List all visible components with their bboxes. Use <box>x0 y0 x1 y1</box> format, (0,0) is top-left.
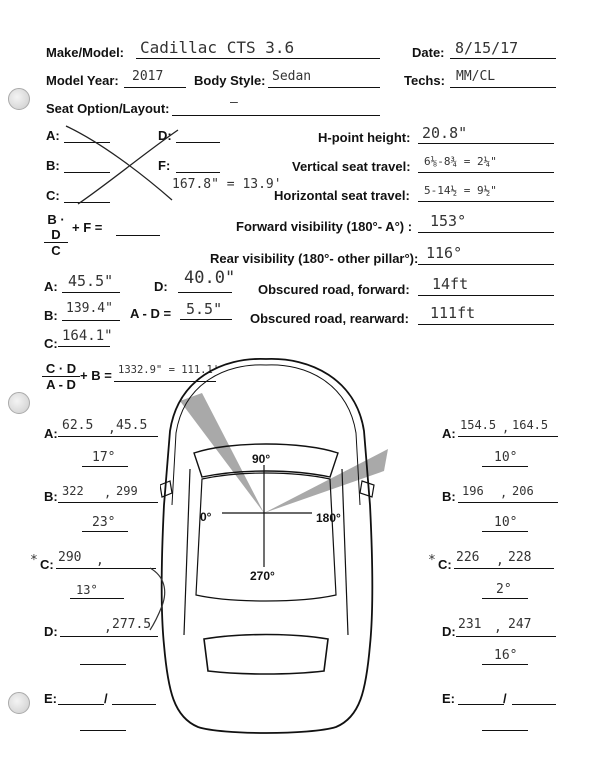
angle-0-label: 0° <box>200 510 212 524</box>
left-pillar-a-v1[interactable]: 62.5 <box>62 418 94 433</box>
seat-b-label: B: <box>46 158 60 173</box>
vis-d-line <box>178 292 232 293</box>
right-pillar-b-result[interactable]: 10° <box>494 515 518 530</box>
right-pillar-c-line <box>454 568 554 569</box>
right-pillar-c-label: C: <box>438 557 452 572</box>
right-pillar-a-label: A: <box>442 426 456 441</box>
date-line <box>450 58 556 59</box>
obscured-forward-line <box>418 295 554 296</box>
left-pillar-d-result-line <box>80 664 126 665</box>
body-style-label: Body Style: <box>194 73 266 88</box>
left-pillar-b-label: B: <box>44 489 58 504</box>
left-pillar-d-line <box>60 636 158 637</box>
left-pillar-b-v2[interactable]: 299 <box>116 484 138 498</box>
rear-visibility-label: Rear visibility (180°- other pillar°): <box>210 251 419 266</box>
left-pillar-e-label: E: <box>44 691 57 706</box>
left-pillar-e-result-line <box>80 730 126 731</box>
vis-b-label: B: <box>44 308 58 323</box>
left-pillar-bracket-mark <box>148 566 172 632</box>
vis-c-label: C: <box>44 336 58 351</box>
vis-d-value[interactable]: 40.0" <box>184 268 236 288</box>
left-pillar-a-result[interactable]: 17° <box>92 450 116 465</box>
left-pillar-a-result-line <box>82 466 128 467</box>
right-pillar-d-result[interactable]: 16° <box>494 648 518 663</box>
right-pillar-c-v2[interactable]: 228 <box>508 550 532 565</box>
right-pillar-b-line <box>458 502 558 503</box>
right-pillar-c-v1[interactable]: 226 <box>456 550 480 565</box>
make-model-label: Make/Model: <box>46 45 125 60</box>
binder-hole-bottom <box>8 692 30 714</box>
body-style-value[interactable]: Sedan <box>272 69 312 84</box>
vis-ad-line <box>180 319 232 320</box>
angle-180-label: 180° <box>316 511 341 525</box>
make-model-line <box>136 58 380 59</box>
vis-a-value[interactable]: 45.5" <box>68 272 114 290</box>
make-model-value[interactable]: Cadillac CTS 3.6 <box>140 38 295 57</box>
left-pillar-a-v2[interactable]: 45.5 <box>116 418 148 433</box>
right-pillar-b-v2[interactable]: 206 <box>512 484 534 498</box>
seat-c-label: C: <box>46 188 60 203</box>
model-year-line <box>124 87 186 88</box>
horizontal-travel-line <box>418 201 554 202</box>
right-side-window <box>342 469 348 635</box>
right-pillar-a-line <box>458 436 558 437</box>
seat-option-label: Seat Option/Layout: <box>46 101 170 116</box>
vis-b-line <box>62 320 120 321</box>
right-pillar-b-v1[interactable]: 196 <box>462 484 484 498</box>
left-pillar-d-v2[interactable]: 277.5 <box>112 617 152 632</box>
model-year-label: Model Year: <box>46 73 119 88</box>
right-pillar-e-label: E: <box>442 691 455 706</box>
vis-formula-fraction <box>42 361 80 392</box>
date-value[interactable]: 8/15/17 <box>455 39 519 57</box>
seat-formula-line <box>116 235 160 236</box>
vertical-travel-value[interactable]: 6⅛-8¾ = 2¼" <box>424 155 497 168</box>
right-mirror <box>360 481 374 497</box>
left-pillar-e-line-1 <box>58 704 104 705</box>
left-pillar-c-result-line <box>70 598 124 599</box>
right-pillar-a-result[interactable]: 10° <box>494 450 518 465</box>
seat-d-label: D: <box>158 128 172 143</box>
right-pillar-a-result-line <box>482 466 528 467</box>
left-pillar-c-line <box>56 568 156 569</box>
left-pillar-b-v1[interactable]: 322 <box>62 484 84 498</box>
right-pillar-c-result[interactable]: 2° <box>496 582 512 597</box>
vis-c-value[interactable]: 164.1" <box>62 328 113 344</box>
vertical-travel-label: Vertical seat travel: <box>292 159 411 174</box>
vis-d-label: D: <box>154 279 168 294</box>
forward-visibility-value[interactable]: 153° <box>430 212 467 230</box>
hpoint-line <box>418 143 554 144</box>
obscured-rearward-label: Obscured road, rearward: <box>250 311 409 326</box>
obscured-forward-value[interactable]: 14ft <box>432 275 469 293</box>
left-pillar-a-label: A: <box>44 426 58 441</box>
rear-visibility-value[interactable]: 116° <box>426 244 463 262</box>
seat-formula-numerator: B · D <box>47 212 65 242</box>
right-pillar-d-v1[interactable]: 231 <box>458 617 482 632</box>
forward-visibility-line <box>418 232 554 233</box>
forward-visibility-label: Forward visibility (180°- A°) : <box>236 219 413 234</box>
left-pillar-c-result[interactable]: 13° <box>76 583 98 597</box>
seat-cross-note: 167.8" = 13.9' <box>172 177 282 192</box>
vis-ad-value[interactable]: 5.5" <box>186 300 223 318</box>
obscured-rearward-line <box>418 324 554 325</box>
left-pillar-e-line-2 <box>112 704 156 705</box>
right-pillar-d-line <box>456 636 556 637</box>
binder-hole-middle <box>8 392 30 414</box>
binder-hole-top <box>8 88 30 110</box>
seat-formula-fraction <box>44 212 68 258</box>
techs-line <box>450 87 556 88</box>
date-label: Date: <box>412 45 445 60</box>
techs-label: Techs: <box>404 73 445 88</box>
vis-ad-label: A - D = <box>130 306 172 321</box>
right-pillar-a-v2[interactable]: 164.5 <box>512 418 549 432</box>
seat-a-label: A: <box>46 128 60 143</box>
hpoint-label: H-point height: <box>318 130 411 145</box>
vis-a-label: A: <box>44 279 58 294</box>
obscured-rearward-value[interactable]: 111ft <box>430 304 476 322</box>
seat-formula-tail: + F = <box>72 220 103 235</box>
left-pillar-b-result-line <box>82 531 128 532</box>
techs-value[interactable]: MM/CL <box>456 69 496 84</box>
car-diagram <box>160 345 410 740</box>
model-year-value[interactable]: 2017 <box>132 69 164 84</box>
left-pillar-c-label: C: <box>40 557 54 572</box>
horizontal-travel-label: Horizontal seat travel: <box>274 188 410 203</box>
right-pillar-e-line-2 <box>512 704 556 705</box>
vis-formula-denominator: A - D <box>42 376 80 392</box>
seat-formula-denominator: C <box>44 242 68 258</box>
seat-option-line <box>172 115 380 116</box>
vis-b-value[interactable]: 139.4" <box>66 301 113 316</box>
right-pillar-a-v1[interactable]: 154.5 <box>460 418 497 432</box>
left-pillar-a-line <box>58 436 158 437</box>
vis-a-line <box>62 292 120 293</box>
right-pillar-d-result-line <box>482 664 528 665</box>
obscured-forward-label: Obscured road, forward: <box>258 282 410 297</box>
right-pillar-c-star: * <box>428 553 436 568</box>
right-pillar-b-label: B: <box>442 489 456 504</box>
seat-cross-out-mark <box>60 122 184 208</box>
left-pillar-c-v1[interactable]: 290 <box>58 550 82 565</box>
right-pillar-d-label: D: <box>442 624 456 639</box>
left-pillar-b-result[interactable]: 23° <box>92 515 116 530</box>
right-pillar-c-result-line <box>482 598 528 599</box>
horizontal-travel-value[interactable]: 5-14½ = 9½" <box>424 184 497 197</box>
left-pillar-b-line <box>58 502 158 503</box>
angle-90-label: 90° <box>252 452 271 466</box>
angle-270-label: 270° <box>250 569 275 583</box>
left-pillar-d-label: D: <box>44 624 58 639</box>
vis-formula-numerator: C · D <box>45 361 77 376</box>
vertical-travel-line <box>418 172 554 173</box>
left-pillar-c-star: * <box>30 553 38 568</box>
left-side-window <box>184 469 190 635</box>
right-pillar-d-v2[interactable]: 247 <box>508 617 532 632</box>
vis-c-line <box>58 346 110 347</box>
right-pillar-b-result-line <box>482 531 528 532</box>
vis-formula-value[interactable]: 1332.9" = 111.1' <box>118 364 220 376</box>
body-style-line <box>268 87 380 88</box>
seat-option-value[interactable]: — <box>230 95 238 110</box>
right-pillar-e-result-line <box>482 730 528 731</box>
hpoint-value[interactable]: 20.8" <box>422 124 468 142</box>
right-pillar-e-line-1 <box>458 704 504 705</box>
rear-visibility-line <box>418 264 554 265</box>
vis-formula-tail: + B = <box>80 368 112 383</box>
seat-f-label: F: <box>158 158 171 173</box>
car-rear-window <box>204 635 328 675</box>
